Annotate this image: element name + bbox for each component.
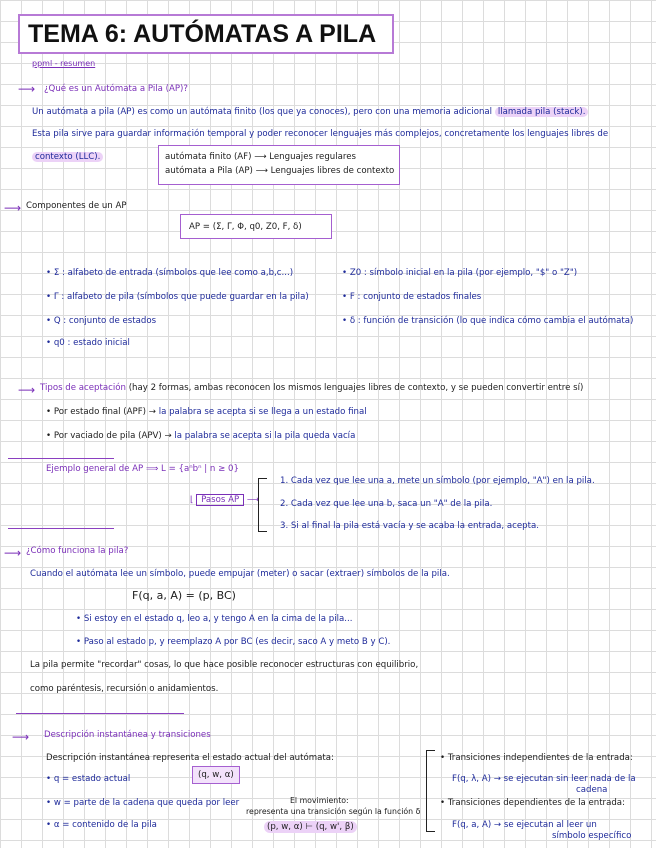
- component-item: • Σ : alfabeto de entrada (símbolos que lee como a,b,c...): [46, 268, 294, 278]
- movement-title: El movimiento:: [290, 796, 349, 805]
- transition-type: • Transiciones dependientes de la entrada:: [440, 798, 625, 808]
- arrow-right-icon: ⟶: [4, 546, 22, 560]
- transition-formula-line: F(q, λ, A) → se ejecutan sin leer nada de la: [452, 774, 636, 784]
- transition-type: • Transiciones independientes de la entrada:: [440, 753, 633, 763]
- transition-formula: F(q, a, A) = (p, BC): [132, 589, 236, 602]
- formula-box: [180, 214, 332, 239]
- transition-formula-cont: símbolo específico: [552, 831, 632, 841]
- paragraph-line: Descripción instantánea representa el estado actual del autómata:: [46, 753, 334, 763]
- formula-explanation: • Si estoy en el estado q, leo a, y tengo A en la cima de la pila...: [76, 614, 353, 624]
- paragraph-line: como paréntesis, recursión o anidamientos.: [30, 684, 219, 694]
- highlight-text: llamada pila (stack).: [495, 107, 589, 117]
- highlight-text: contexto (LLC).: [32, 152, 103, 162]
- divider: [16, 713, 184, 714]
- section-heading-descripcion: Descripción instantánea y transiciones: [44, 730, 211, 740]
- id-item: • w = parte de la cadena que queda por leer: [46, 798, 240, 808]
- section-heading-como-funciona: ¿Cómo funciona la pila?: [26, 546, 129, 556]
- bracket: [426, 750, 435, 832]
- paragraph-line: La pila permite "recordar" cosas, lo que hace posible reconocer estructuras con equilibrio,: [30, 660, 419, 670]
- box-line: autómata a Pila (AP) ⟶ Lenguajes libres de contexto: [165, 166, 395, 176]
- paragraph-line: Esta pila sirve para guardar información temporal y poder reconocer lenguajes más complejos, concretamente los lenguajes libres de: [32, 129, 609, 139]
- ap-formula: AP = (Σ, Γ, Φ, q0, Z0, F, δ): [189, 222, 302, 232]
- pasos-label: ⌊ Pasos AP ⟶: [190, 495, 260, 505]
- arrow-right-icon: ⟶: [4, 201, 22, 215]
- step-item: 1. Cada vez que lee una a, mete un símbolo (por ejemplo, "A") en la pila.: [280, 476, 595, 486]
- paragraph-line: [32, 151, 103, 163]
- section-heading-componentes: Componentes de un AP: [26, 201, 127, 211]
- section-heading-ejemplo: Ejemplo general de AP ⟹ L = {aⁿbⁿ | n ≥ 0}: [46, 464, 239, 474]
- box-line: autómata finito (AF) ⟶ Lenguajes regulares: [165, 152, 356, 162]
- transition-formula-line: F(q, a, A) → se ejecutan al leer un: [452, 820, 597, 830]
- component-item: • q0 : estado inicial: [46, 338, 130, 348]
- arrow-right-icon: ⟶: [18, 383, 36, 397]
- divider: [8, 458, 114, 459]
- language-box: [158, 145, 400, 185]
- section-heading-que-es: ¿Qué es un Autómata a Pila (AP)?: [44, 84, 188, 94]
- divider: [8, 528, 114, 529]
- page-title: TEMA 6: AUTÓMATAS A PILA: [18, 14, 394, 54]
- bracket: [258, 478, 267, 532]
- acceptance-item: • Por vaciado de pila (APV) → la palabra se acepta si la pila queda vacía: [46, 431, 356, 441]
- step-item: 3. Si al final la pila está vacía y se acaba la entrada, acepta.: [280, 521, 539, 531]
- movement-desc: representa una transición según la función δ: [246, 807, 421, 816]
- movement-formula: (p, w, α) ⊢ (q, w', β): [264, 821, 357, 833]
- id-item: • q = estado actual: [46, 774, 131, 784]
- acceptance-item: • Por estado final (APF) → la palabra se acepta si se llega a un estado final: [46, 407, 367, 417]
- step-item: 2. Cada vez que lee una b, saca un "A" de la pila.: [280, 499, 493, 509]
- arrow-right-icon: ⟶: [18, 82, 36, 96]
- subtitle: ppml - resumen: [32, 59, 96, 68]
- arrow-right-icon: ⟶: [12, 730, 30, 744]
- component-item: • Z0 : símbolo inicial en la pila (por ejemplo, "$" o "Z"): [342, 268, 578, 278]
- transition-formula-cont: cadena: [576, 785, 608, 795]
- paragraph-line: Un autómata a pila (AP) es como un autómata finito (los que ya conoces), pero con una memoria adicional llamada pila (stack).: [32, 106, 588, 118]
- id-tuple: (q, w, α): [192, 766, 240, 784]
- section-heading-tipos: Tipos de aceptación (hay 2 formas, ambas reconocen los mismos lenguajes libres de contexto, y se pueden convertir entre sí): [40, 383, 584, 393]
- id-item: • α = contenido de la pila: [46, 820, 157, 830]
- paragraph-line: Cuando el autómata lee un símbolo, puede empujar (meter) o sacar (extraer) símbolos de la pila.: [30, 569, 450, 579]
- component-item: • Q : conjunto de estados: [46, 316, 157, 326]
- component-item: • Γ : alfabeto de pila (símbolos que puede guardar en la pila): [46, 292, 309, 302]
- component-item: • δ : función de transición (lo que indica cómo cambia el autómata): [342, 316, 634, 326]
- formula-explanation: • Paso al estado p, y reemplazo A por BC (es decir, saco A y meto B y C).: [76, 637, 391, 647]
- component-item: • F : conjunto de estados finales: [342, 292, 482, 302]
